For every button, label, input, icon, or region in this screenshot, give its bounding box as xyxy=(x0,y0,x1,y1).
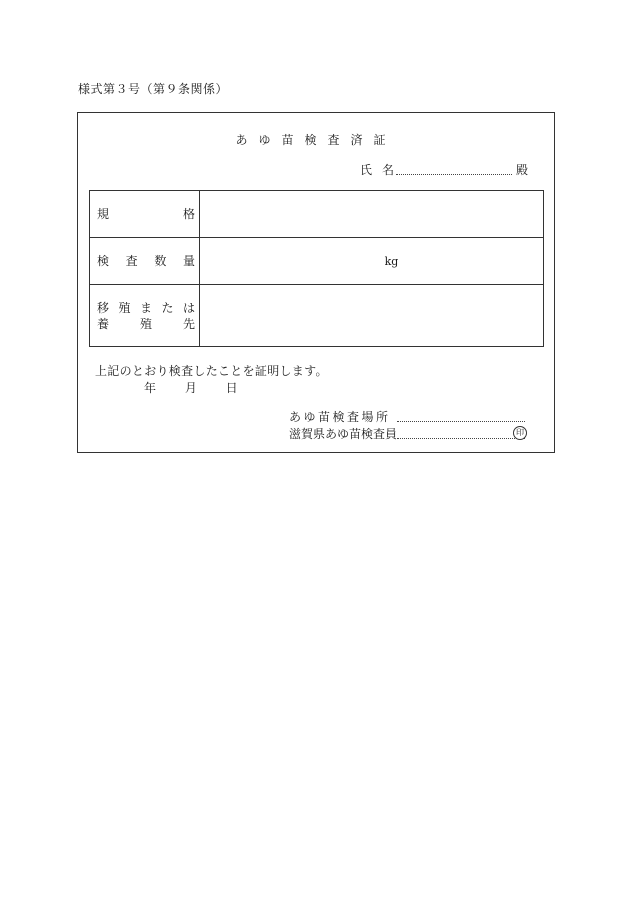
name-label: 氏名 xyxy=(360,163,405,177)
destination-label-char: 養 xyxy=(97,316,110,331)
quantity-label-char: 査 xyxy=(125,254,138,268)
quantity-unit: kg xyxy=(384,255,399,268)
certification-statement: 上記のとおり検査したことを証明します。 xyxy=(95,364,328,378)
date-day-label: 日 xyxy=(225,381,238,395)
table-row-quantity xyxy=(90,238,544,285)
standard-label-char: 規 xyxy=(97,207,110,221)
inspector-label: 滋賀県あゆ苗検査員 xyxy=(289,427,398,441)
quantity-label-char: 数 xyxy=(154,254,167,268)
destination-label-char: た xyxy=(161,300,174,315)
table-row-standard xyxy=(90,191,544,238)
date-year-label: 年 xyxy=(144,381,157,395)
form-number: 様式第３号（第９条関係） xyxy=(78,82,229,96)
destination-label-char: ま xyxy=(139,300,152,315)
name-honorific: 殿 xyxy=(515,163,528,177)
destination-label-char: 移 xyxy=(97,300,110,315)
quantity-label-char: 量 xyxy=(182,254,195,268)
quantity-label-cell xyxy=(90,238,200,285)
standard-label-cell xyxy=(90,191,200,238)
table-row-destination xyxy=(90,285,544,347)
destination-label-char: 先 xyxy=(182,316,195,331)
destination-label-char: は xyxy=(182,300,195,315)
destination-label-char: 殖 xyxy=(139,316,152,331)
name-blank-line xyxy=(396,174,512,175)
date-line xyxy=(144,379,263,396)
destination-label-char: 殖 xyxy=(118,300,131,315)
inspection-place-row xyxy=(289,408,528,426)
destination-value-cell xyxy=(200,285,544,347)
inspection-place-blank-line xyxy=(397,421,525,422)
date-month-label: 月 xyxy=(184,381,197,395)
certificate-table xyxy=(89,190,544,347)
standard-value-cell xyxy=(200,191,544,238)
quantity-value-cell xyxy=(200,238,544,285)
inspector-blank-line xyxy=(397,438,525,439)
certificate-box xyxy=(77,112,555,453)
standard-label-char: 格 xyxy=(182,207,195,221)
inspection-place-label: あゆ苗検査場所 xyxy=(289,410,391,424)
recipient-name-row xyxy=(360,161,528,179)
inspector-row xyxy=(289,425,528,443)
certificate-title: あゆ苗検査済証 xyxy=(235,133,397,147)
seal-icon: 印 xyxy=(513,426,527,440)
quantity-label-char: 検 xyxy=(97,254,110,268)
destination-label-cell xyxy=(90,285,200,347)
